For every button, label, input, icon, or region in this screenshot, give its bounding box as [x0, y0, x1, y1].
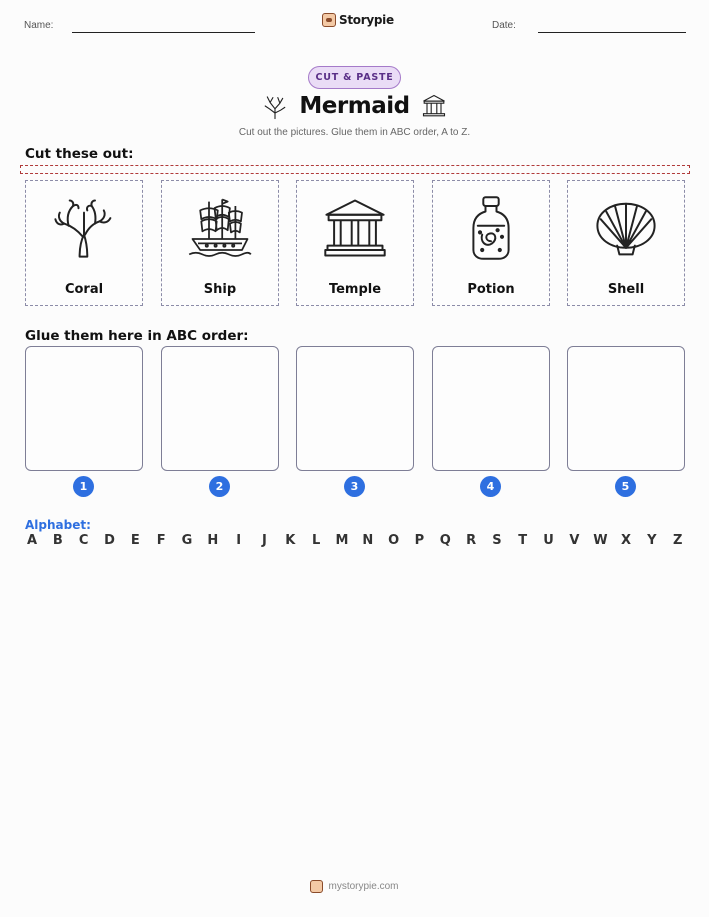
card-shell[interactable] — [567, 180, 685, 306]
number-badge-4: 4 — [480, 476, 501, 497]
alphabet-letter: T — [518, 533, 528, 548]
instructions: Cut out the pictures. Glue them in ABC order, A to Z. — [238, 127, 471, 138]
alphabet-row — [25, 533, 685, 548]
name-label: Name: — [24, 20, 54, 31]
alphabet-letter: A — [26, 533, 38, 548]
footer-site[interactable]: mystorypie.com — [328, 881, 399, 892]
number-badge-1: 1 — [73, 476, 94, 497]
alphabet-letter: N — [362, 533, 374, 548]
alphabet-letter: E — [130, 533, 140, 548]
alphabet-letter: D — [104, 533, 115, 548]
glue-box-1[interactable] — [25, 346, 143, 471]
alphabet-letter: L — [311, 533, 321, 548]
coral-icon — [26, 189, 142, 267]
alphabet-label: Alphabet: — [25, 518, 91, 532]
alphabet-letter: G — [181, 533, 193, 548]
coral-icon — [261, 92, 289, 120]
brand-logo — [322, 13, 394, 27]
date-label: Date: — [492, 20, 516, 31]
alphabet-letter: Z — [672, 533, 683, 548]
number-badge-3: 3 — [344, 476, 365, 497]
ship-icon — [162, 189, 278, 267]
cut-paste-badge: CUT & PASTE — [308, 66, 401, 89]
temple-icon — [420, 92, 448, 120]
alphabet-letter: Y — [647, 533, 657, 548]
alphabet-letter: U — [543, 533, 554, 548]
alphabet-letter: H — [207, 533, 219, 548]
card-label: Coral — [64, 282, 104, 297]
cut-line — [20, 165, 690, 174]
alphabet-letter: V — [569, 533, 580, 548]
alphabet-letter: O — [388, 533, 400, 548]
alphabet-letter: C — [78, 533, 89, 548]
alphabet-letter: K — [285, 533, 296, 548]
glue-heading: Glue them here in ABC order: — [25, 328, 249, 344]
card-potion[interactable] — [432, 180, 550, 306]
temple-icon — [297, 189, 413, 267]
alphabet-letter: W — [593, 533, 608, 548]
card-coral[interactable] — [25, 180, 143, 306]
alphabet-letter: I — [236, 533, 242, 548]
footer — [0, 880, 709, 893]
card-label: Ship — [203, 282, 237, 297]
number-badge-5: 5 — [615, 476, 636, 497]
shell-icon — [568, 189, 684, 267]
glue-box-3[interactable] — [296, 346, 414, 471]
alphabet-letter: B — [52, 533, 63, 548]
storypie-logo-icon — [310, 880, 323, 893]
title-row — [0, 92, 709, 120]
name-line[interactable] — [72, 32, 255, 33]
potion-icon — [433, 189, 549, 267]
glue-box-2[interactable] — [161, 346, 279, 471]
alphabet-letter: M — [335, 533, 349, 548]
alphabet-letter: R — [466, 533, 477, 548]
alphabet-letter: J — [262, 533, 267, 548]
card-temple[interactable] — [296, 180, 414, 306]
date-line[interactable] — [538, 32, 686, 33]
alphabet-letter: S — [492, 533, 502, 548]
alphabet-letter: Q — [439, 533, 451, 548]
cut-heading: Cut these out: — [25, 146, 134, 162]
card-label: Shell — [607, 282, 645, 297]
alphabet-letter: F — [156, 533, 166, 548]
card-label: Potion — [467, 282, 515, 297]
glue-box-4[interactable] — [432, 346, 550, 471]
card-label: Temple — [328, 282, 382, 297]
brand-name: Storypie — [339, 13, 394, 27]
page-title: Mermaid — [299, 93, 410, 119]
alphabet-letter: X — [621, 533, 632, 548]
alphabet-letter: P — [414, 533, 425, 548]
glue-box-5[interactable] — [567, 346, 685, 471]
number-badge-2: 2 — [209, 476, 230, 497]
card-ship[interactable] — [161, 180, 279, 306]
storypie-logo-icon — [322, 13, 336, 27]
